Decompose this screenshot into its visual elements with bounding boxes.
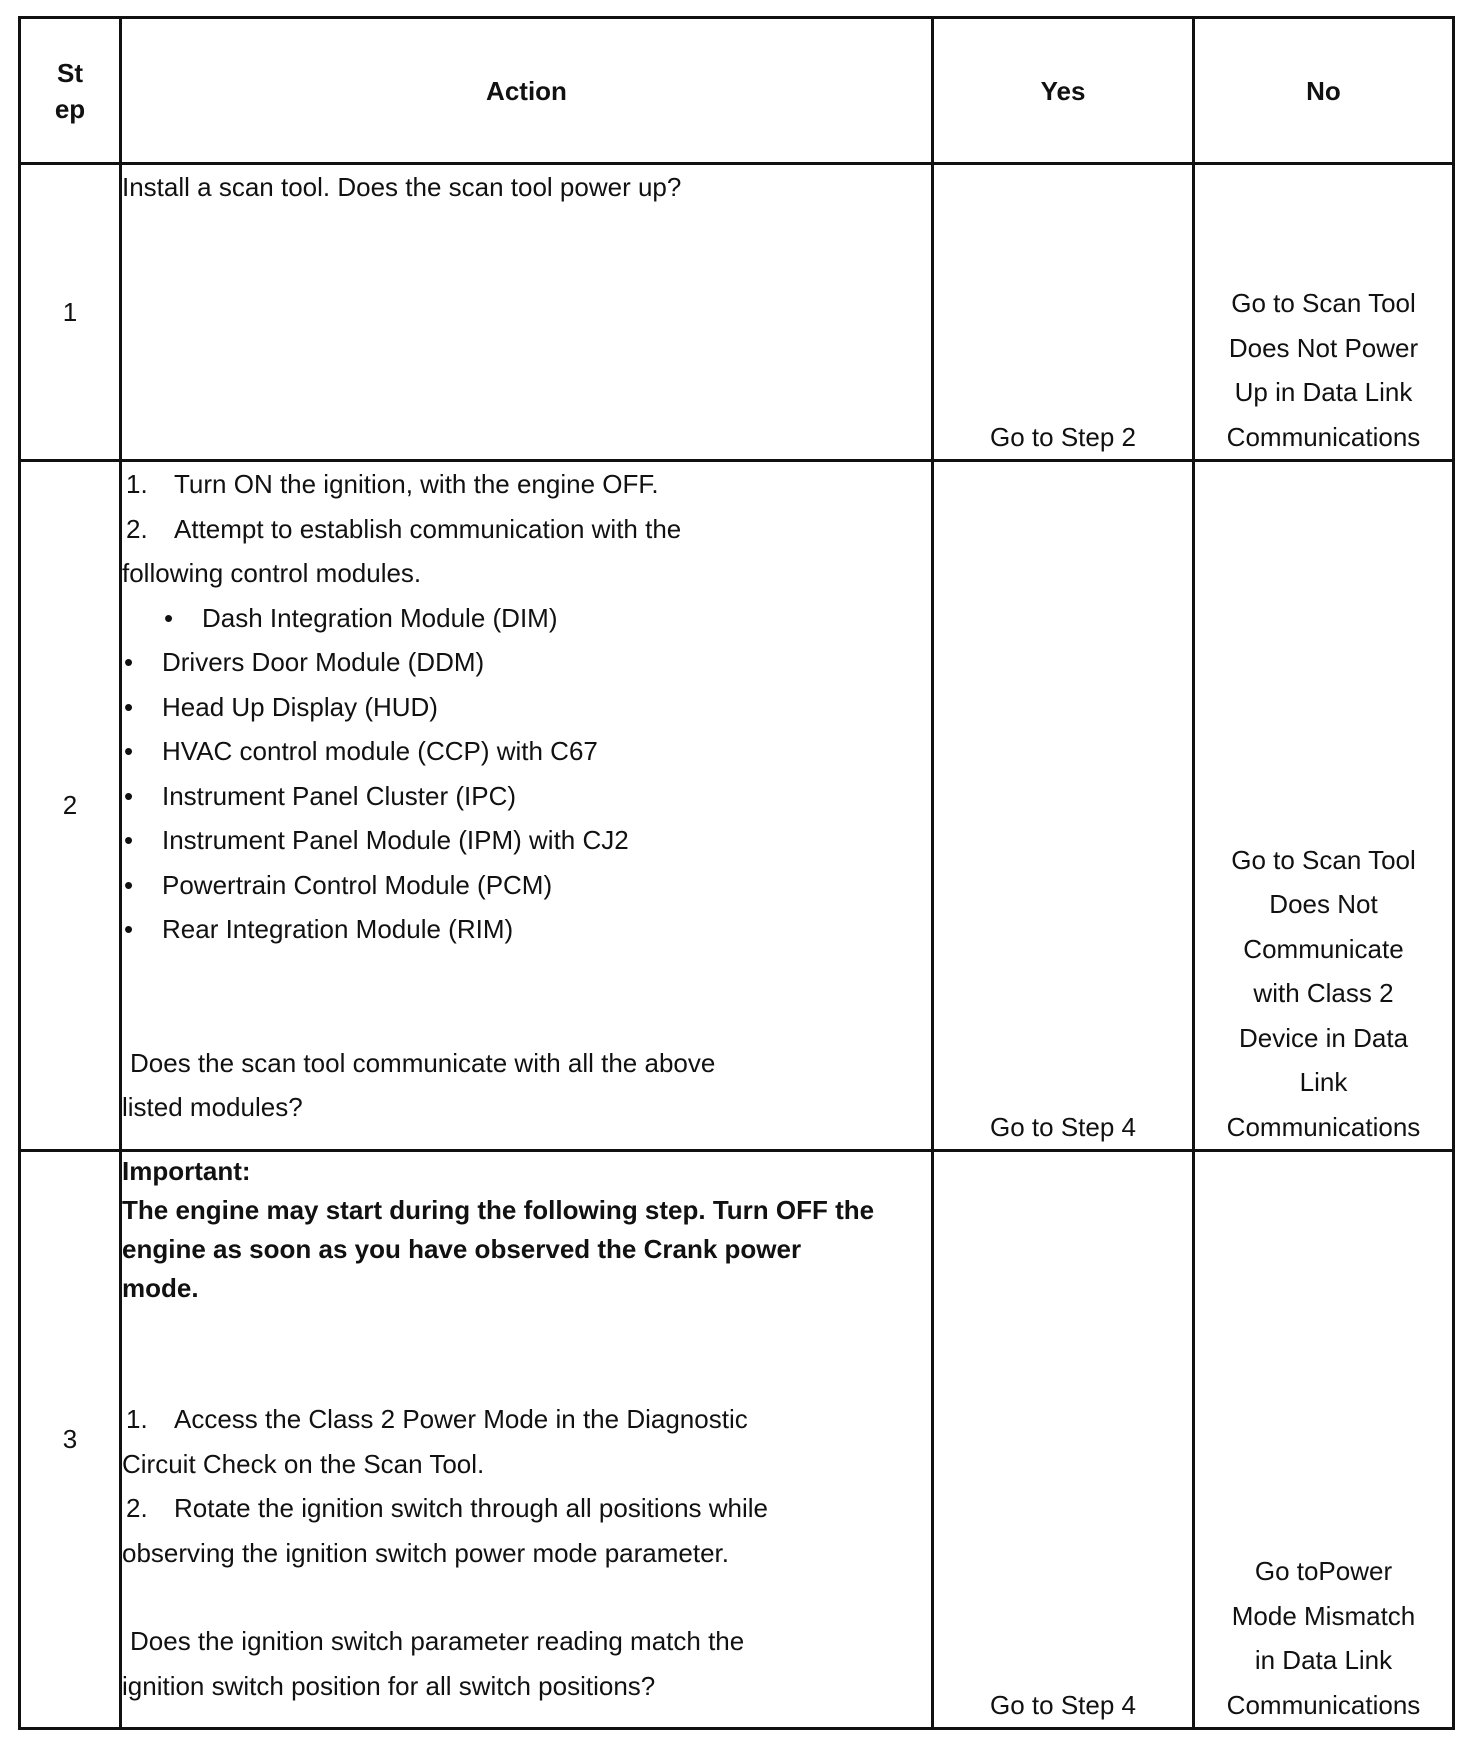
important-text: The engine may start during the following step. Turn OFF the engine as soon as you have observed the Crank power mode.: [122, 1195, 875, 1303]
module-item: • Instrument Panel Module (IPM) with CJ2: [122, 818, 931, 863]
diagnostic-table: [18, 16, 1455, 1730]
step-number: 1: [20, 164, 121, 461]
numbered-item: 1. Access the Class 2 Power Mode in the Diagnostic Circuit Check on the Scan Tool.: [122, 1404, 748, 1479]
table-row: [20, 461, 1454, 1151]
action-cell: [121, 164, 933, 461]
module-item: • Drivers Door Module (DDM): [122, 640, 931, 685]
question-text: Does the scan tool communicate with all the above listed modules?: [122, 1047, 716, 1122]
header-step: St ep: [20, 18, 121, 164]
no-link[interactable]: Go toPower Mode Mismatch in Data Link Communications: [1226, 1556, 1421, 1720]
module-item: • Rear Integration Module (RIM): [122, 907, 931, 952]
yes-link[interactable]: Go to Step 2: [990, 421, 1136, 452]
yes-link[interactable]: Go to Step 4: [990, 1689, 1136, 1720]
header-row: [20, 18, 1454, 164]
module-item: • Dash Integration Module (DIM): [122, 596, 931, 641]
yes-cell: [933, 164, 1194, 461]
step-number: 2: [20, 461, 121, 1151]
step-number: 3: [20, 1151, 121, 1729]
numbered-item: 2. Attempt to establish communication with the following control modules.: [122, 513, 682, 588]
no-cell: [1194, 461, 1454, 1151]
no-cell: [1194, 164, 1454, 461]
numbered-item: 2. Rotate the ignition switch through all positions while observing the ignition switch power mode parameter.: [122, 1493, 769, 1568]
table-row: [20, 1151, 1454, 1729]
module-item: • HVAC control module (CCP) with C67: [122, 729, 931, 774]
table-row: [20, 164, 1454, 461]
action-cell: [121, 1151, 933, 1729]
yes-cell: [933, 1151, 1194, 1729]
important-label: Important:: [122, 1156, 251, 1186]
header-no: No: [1194, 18, 1454, 164]
header-action: Action: [121, 18, 933, 164]
header-yes: Yes: [933, 18, 1194, 164]
action-cell: [121, 461, 933, 1151]
question-text: Does the ignition switch parameter reading match the ignition switch position for all switch positions?: [122, 1626, 745, 1701]
numbered-item: 1. Turn ON the ignition, with the engine OFF.: [126, 469, 659, 499]
yes-link[interactable]: Go to Step 4: [990, 1111, 1136, 1142]
module-item: • Powertrain Control Module (PCM): [122, 863, 931, 908]
no-link[interactable]: Go to Scan Tool Does Not Power Up in Data Link Communications: [1226, 288, 1421, 452]
no-cell: [1194, 1151, 1454, 1729]
yes-cell: [933, 461, 1194, 1151]
module-item: • Instrument Panel Cluster (IPC): [122, 774, 931, 819]
module-item: • Head Up Display (HUD): [122, 685, 931, 730]
no-link[interactable]: Go to Scan Tool Does Not Communicate with Class 2 Device in Data Link Communications: [1226, 844, 1421, 1142]
action-text: Install a scan tool. Does the scan tool power up?: [122, 172, 682, 202]
